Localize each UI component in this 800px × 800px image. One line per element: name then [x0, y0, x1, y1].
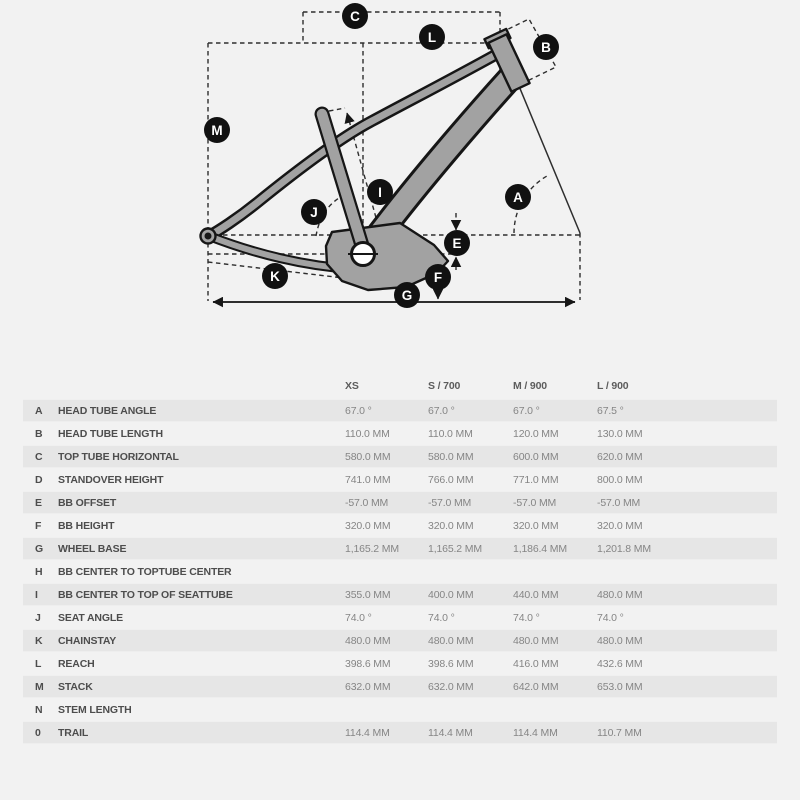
row-key: I [35, 588, 38, 601]
table-row [23, 445, 777, 468]
table-row [23, 422, 777, 445]
label-f-text: F [433, 270, 443, 285]
row-value-3: 800.0 MM [597, 473, 643, 486]
column-header-s: S / 700 [428, 379, 461, 392]
row-value-1: 1,165.2 MM [428, 542, 482, 555]
row-key: L [35, 657, 42, 670]
row-label: HEAD TUBE ANGLE [58, 404, 157, 417]
rear-dropout [201, 229, 216, 244]
row-value-3: 620.0 MM [597, 450, 643, 463]
row-value-3: 653.0 MM [597, 680, 643, 693]
row-value-1: 74.0 ° [428, 611, 455, 624]
label-c-marker [342, 3, 368, 29]
row-label: STEM LENGTH [58, 703, 132, 716]
label-a-text: A [513, 190, 523, 205]
row-value-3: 432.6 MM [597, 657, 643, 670]
row-value-1: 110.0 MM [428, 427, 473, 440]
row-key: D [35, 473, 43, 486]
label-k-marker [262, 263, 288, 289]
row-label: REACH [58, 657, 95, 670]
table-row [23, 399, 777, 422]
label-m-text: M [211, 123, 223, 138]
row-key: B [35, 427, 43, 440]
table-row [23, 675, 777, 698]
row-value-1: 320.0 MM [428, 519, 474, 532]
geometry-table-body [23, 399, 777, 744]
row-value-2: 440.0 MM [513, 588, 559, 601]
row-label: BB OFFSET [58, 496, 117, 509]
label-j-text: J [310, 205, 318, 220]
row-value-3: 480.0 MM [597, 588, 643, 601]
row-value-0: 320.0 MM [345, 519, 391, 532]
row-value-3: -57.0 MM [597, 496, 641, 509]
row-value-0: 1,165.2 MM [345, 542, 399, 555]
label-e-marker [444, 230, 470, 256]
row-value-2: 1,186.4 MM [513, 542, 567, 555]
row-value-0: 580.0 MM [345, 450, 391, 463]
row-label: BB CENTER TO TOPTUBE CENTER [58, 565, 232, 578]
row-label: TRAIL [58, 726, 89, 739]
row-value-2: 416.0 MM [513, 657, 559, 670]
row-key: K [35, 634, 43, 647]
table-row [23, 698, 777, 721]
row-value-2: 771.0 MM [513, 473, 559, 486]
row-value-2: 320.0 MM [513, 519, 559, 532]
row-value-2: 600.0 MM [513, 450, 559, 463]
row-label: SEAT ANGLE [58, 611, 124, 624]
row-value-0: -57.0 MM [345, 496, 389, 509]
row-value-1: 766.0 MM [428, 473, 474, 486]
row-label: BB HEIGHT [58, 519, 115, 532]
label-b-marker [533, 34, 559, 60]
row-value-2: 480.0 MM [513, 634, 559, 647]
row-key: 0 [35, 726, 41, 739]
row-value-1: 580.0 MM [428, 450, 474, 463]
row-label: HEAD TUBE LENGTH [58, 427, 163, 440]
table-row [23, 583, 777, 606]
row-value-0: 110.0 MM [345, 427, 390, 440]
row-value-2: 642.0 MM [513, 680, 559, 693]
label-k-text: K [270, 269, 280, 284]
row-value-2: 74.0 ° [513, 611, 540, 624]
table-row [23, 537, 777, 560]
row-value-0: 67.0 ° [345, 404, 372, 417]
dim-seattube-connector [329, 108, 345, 111]
label-g-text: G [401, 288, 413, 303]
row-label: WHEEL BASE [58, 542, 127, 555]
row-value-2: 67.0 ° [513, 404, 540, 417]
geometry-table-header [23, 372, 777, 399]
label-i-marker [367, 179, 393, 205]
column-header-m: M / 900 [513, 379, 547, 392]
label-c-text: C [350, 9, 360, 24]
row-label: STACK [58, 680, 93, 693]
row-label: STANDOVER HEIGHT [58, 473, 164, 486]
row-key: A [35, 404, 43, 417]
row-value-0: 74.0 ° [345, 611, 372, 624]
row-label: CHAINSTAY [58, 634, 117, 647]
geometry-svg [0, 0, 800, 340]
row-value-3: 110.7 MM [597, 726, 642, 739]
label-j-marker [301, 199, 327, 225]
row-value-0: 480.0 MM [345, 634, 391, 647]
column-header-xs: XS [345, 379, 359, 392]
label-a-marker [505, 184, 531, 210]
frame-geometry-diagram [0, 0, 800, 340]
row-value-2: 120.0 MM [513, 427, 559, 440]
row-value-1: 480.0 MM [428, 634, 474, 647]
label-m-marker [204, 117, 230, 143]
table-row [23, 629, 777, 652]
row-value-0: 114.4 MM [345, 726, 390, 739]
label-i-text: I [378, 185, 382, 200]
row-key: G [35, 542, 44, 555]
row-value-1: 632.0 MM [428, 680, 474, 693]
row-key: J [35, 611, 41, 624]
row-value-1: -57.0 MM [428, 496, 472, 509]
row-value-3: 480.0 MM [597, 634, 643, 647]
row-key: M [35, 680, 44, 693]
row-value-0: 632.0 MM [345, 680, 391, 693]
row-key: F [35, 519, 42, 532]
table-row [23, 721, 777, 744]
row-label: BB CENTER TO TOP OF SEATTUBE [58, 588, 233, 601]
bike-frame [201, 29, 532, 290]
label-e-text: E [452, 236, 462, 251]
row-value-0: 398.6 MM [345, 657, 391, 670]
table-row [23, 652, 777, 675]
table-row [23, 468, 777, 491]
row-value-3: 320.0 MM [597, 519, 643, 532]
column-header-l: L / 900 [597, 379, 629, 392]
geometry-table [23, 372, 777, 744]
table-row [23, 491, 777, 514]
row-value-3: 130.0 MM [597, 427, 643, 440]
row-value-1: 114.4 MM [428, 726, 473, 739]
table-row [23, 560, 777, 583]
row-key: H [35, 565, 43, 578]
table-row [23, 514, 777, 537]
label-b-text: B [541, 40, 551, 55]
row-key: C [35, 450, 43, 463]
row-value-1: 398.6 MM [428, 657, 474, 670]
row-key: N [35, 703, 43, 716]
row-value-2: -57.0 MM [513, 496, 557, 509]
row-value-2: 114.4 MM [513, 726, 558, 739]
row-value-3: 67.5 ° [597, 404, 624, 417]
row-key: E [35, 496, 42, 509]
label-f-marker [425, 264, 451, 290]
row-label: TOP TUBE HORIZONTAL [58, 450, 179, 463]
label-l-text: L [427, 30, 437, 45]
row-value-0: 355.0 MM [345, 588, 391, 601]
table-row [23, 606, 777, 629]
label-g-marker [394, 282, 420, 308]
row-value-1: 67.0 ° [428, 404, 455, 417]
label-l-marker [419, 24, 445, 50]
row-value-3: 1,201.8 MM [597, 542, 651, 555]
row-value-1: 400.0 MM [428, 588, 474, 601]
row-value-0: 741.0 MM [345, 473, 391, 486]
row-value-3: 74.0 ° [597, 611, 624, 624]
